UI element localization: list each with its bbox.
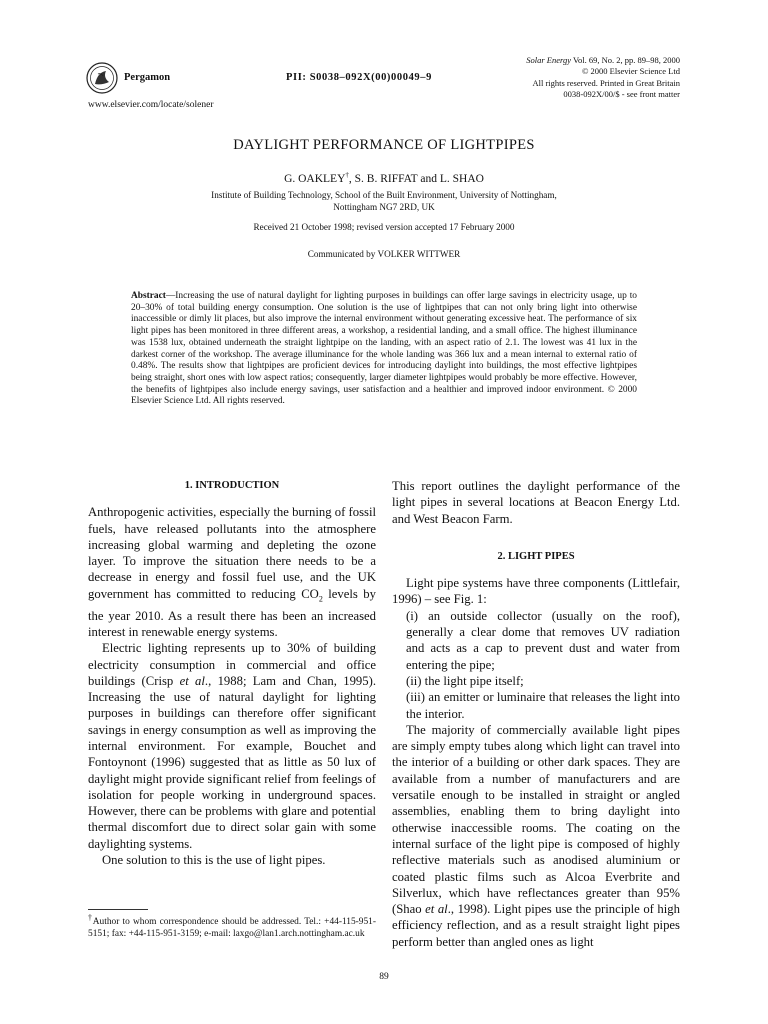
abstract-label: Abstract xyxy=(131,291,166,301)
journal-citation xyxy=(526,55,680,100)
publisher-logo-icon xyxy=(86,62,118,94)
abstract xyxy=(131,291,637,408)
issn-line: 0038-092X/00/$ - see front matter xyxy=(563,88,680,99)
affiliation-line-1: Institute of Building Technology, School of the Built Environment, University of Nottingham, xyxy=(211,190,557,200)
footnote-mark: † xyxy=(88,913,93,922)
footnote-text: Author to whom correspondence should be addressed. Tel.: +44-115-951-5151; fax: +44-115-951-3159; e-mail: laxgo@lan1.arch.nottingham.ac.uk xyxy=(88,917,376,939)
section-heading-light-pipes: 2. LIGHT PIPES xyxy=(497,550,575,562)
intro-p1-text: Anthropogenic activities, especially the burning of fossil fuels, have released pollutants into the atmosphere increasing global warming and depleting the ozone layer. To improve the situation there needs to be a decrease in energy and fossil fuel use, and the UK government has committed to reducing CO xyxy=(88,505,376,601)
intro-paragraph-3: One solution to this is the use of light pipes. xyxy=(102,853,326,868)
copyright-line: © 2000 Elsevier Science Ltd xyxy=(581,66,680,77)
components-intro: Light pipe systems have three components (Littlefair, 1996) – see Fig. 1: xyxy=(392,576,680,607)
list-item: (ii) the light pipe itself; xyxy=(406,673,524,688)
page-number: 89 xyxy=(379,972,389,982)
light-pipes-paragraph xyxy=(392,722,680,950)
list-item: (i) an outside collector (usually on the roof), generally a clear dome that removes UV radiation and acts as a cap to prevent dust and water from entering the pipe; xyxy=(406,608,680,672)
paper-title: DAYLIGHT PERFORMANCE OF LIGHTPIPES xyxy=(233,137,535,153)
pii-identifier: PII: S0038–092X(00)00049–9 xyxy=(286,72,432,83)
et-al: et al xyxy=(179,673,205,688)
footnote xyxy=(88,912,376,940)
co2-subscript: 2 xyxy=(318,594,323,604)
light-pipes-text-cont: ., 1998). Light pipes use the principle of high efficiency reflection, and as a result straight light pipes perform better than angled ones as light xyxy=(392,902,680,949)
received-dates: Received 21 October 1998; revised version accepted 17 February 2000 xyxy=(253,222,515,232)
abstract-text: —Increasing the use of natural daylight for lighting purposes in buildings can offer large savings in electricity usage, up to 20–30% of total building energy consumption. One solution is the use of lightpipes that can not only bring light into otherwise inaccessible or dimly lit places, but also improve the internal environment without generating excessive heat. The performance of six light pipes has been monitored in three different areas, a workshop, a residential landing, and a small office. The highest illuminance was 1538 lux, obtained underneath the straight lightpipe on the landing, with an aspect ratio of 2.1. The lowest was 41 lux in the darkest corner of the workshop. The average illuminance for the whole landing was 366 lux and a mean internal to external ratio of 0.48%. The results show that lightpipes are proficient devices for introducing daylight into buildings, the most effective lightpipes being straight, short ones with low aspect ratios; consequently, larger diameter lightpipes would probably be more effective. However, the benefits of lightpipes also include energy savings, user satisfaction and a healthier and improved indoor environment. © 2000 Elsevier Science Ltd. All rights reserved. xyxy=(131,291,637,407)
communicated-by: Communicated by VOLKER WITTWER xyxy=(307,249,461,259)
footnote-divider xyxy=(88,909,148,910)
right-column xyxy=(392,478,680,950)
intro-p2-text-cont: ., 1988; Lam and Chan, 1995). Increasing the use of natural daylight for lighting purposes in buildings can therefore offer significant savings in energy consumption as well as improving the internal environment. For example, Bouchet and Fontoynont (1996) suggested that as little as 50 lux of daylight might provide significant relief from feelings of isolation for people working in underground spaces. However, there can be problems with glare and potential thermal discomfort due to direct solar gain with some daylighting systems. xyxy=(88,673,377,851)
list-item: (iii) an emitter or luminaire that releases the light into the interior. xyxy=(406,690,680,721)
publisher-name: Pergamon xyxy=(124,72,171,83)
left-column xyxy=(88,478,376,868)
intro-p1-text-cont: levels by the year 2010. As a result there has been an increased interest in renewable energy systems. xyxy=(88,586,376,639)
intro-p2-text: Electric lighting represents up to 30% of building electricity consumption in commercial and office buildings (Crisp xyxy=(88,641,376,688)
journal-volume: Vol. 69, No. 2, pp. 89–98, 2000 xyxy=(570,55,680,65)
light-pipes-text: The majority of commercially available light pipes are simply empty tubes along which light can travel into the interior of a building or other dark spaces. They are available from a number of manufacturers and are versatile enough to be installed in straight or angled assemblies, enabling them to bring daylight into otherwise inaccessible rooms. The coating on the internal surface of the light pipe is composed of highly reflective materials such as anodised aluminium or coated plastic films such as Alcoa Everbrite and Silverlux, which have reflectances greater than 95% (Shao xyxy=(392,722,680,917)
journal-url[interactable]: www.elsevier.com/locate/solener xyxy=(88,100,214,110)
author-others: , S. B. RIFFAT and L. SHAO xyxy=(348,172,484,185)
journal-name: Solar Energy xyxy=(526,55,571,65)
corresponding-author-mark: † xyxy=(345,171,349,179)
rights-line: All rights reserved. Printed in Great Britain xyxy=(532,77,680,88)
intro-paragraph-2 xyxy=(88,640,376,852)
affiliation-line-2: Nottingham NG7 2RD, UK xyxy=(333,201,435,212)
section-heading-introduction: 1. INTRODUCTION xyxy=(184,480,280,491)
author-oakley: G. OAKLEY xyxy=(284,172,346,185)
et-al: et al xyxy=(425,902,448,917)
affiliation xyxy=(0,190,768,213)
report-outline-paragraph: This report outlines the daylight performance of the light pipes in several locations at Beacon Energy Ltd. and West Beacon Farm. xyxy=(392,479,680,526)
intro-paragraph-1 xyxy=(88,504,376,640)
author-list xyxy=(0,171,768,185)
